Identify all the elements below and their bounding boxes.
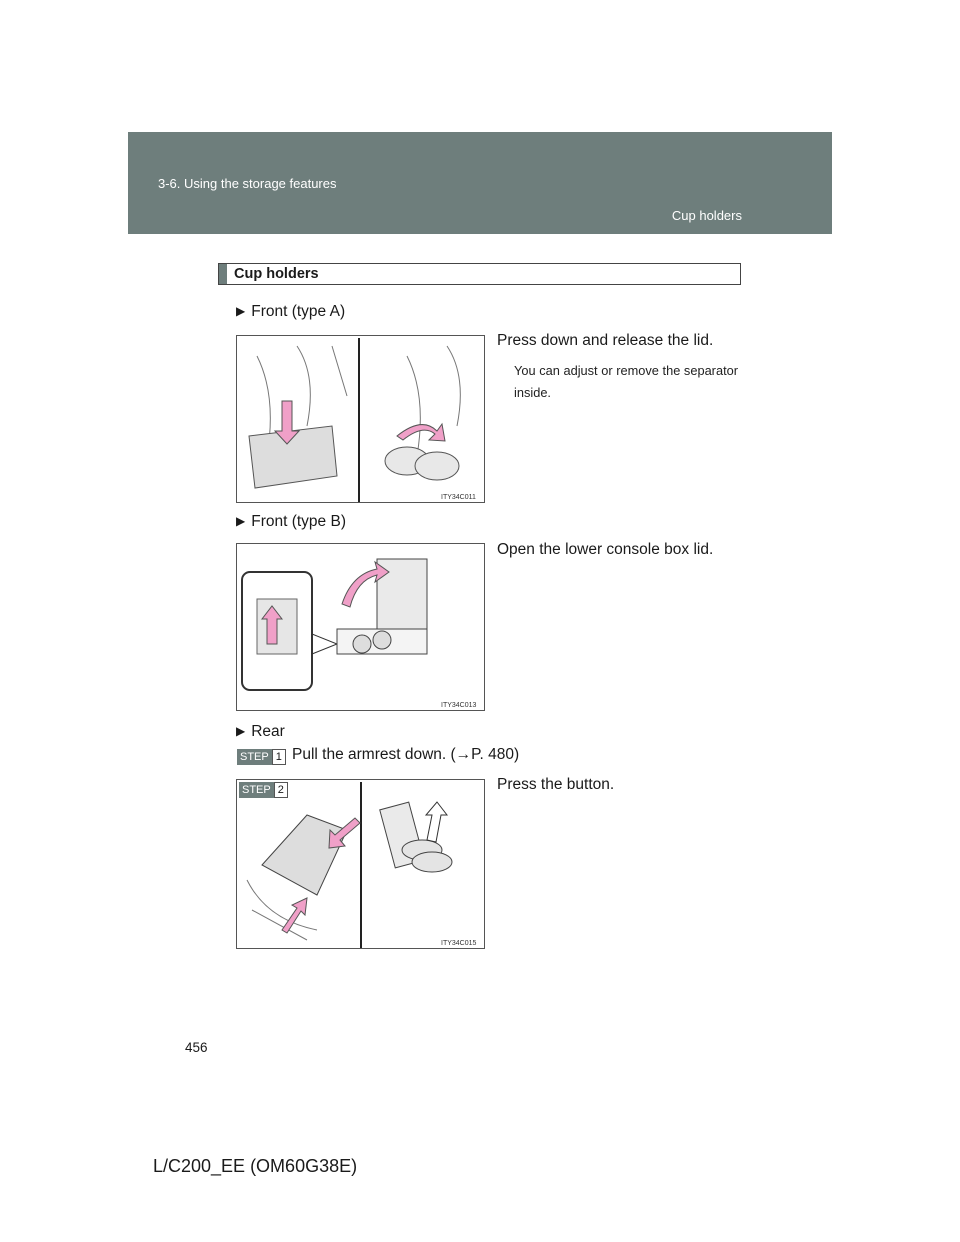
page-number: 456 [185,1040,208,1055]
lid-arrow-icon [397,424,445,441]
open-arrow-icon [426,802,447,842]
step-1-label: STEP [237,749,272,765]
step-2-text: Press the button. [497,776,615,793]
heading-accent [219,264,227,284]
triangle-bullet-icon: ▶ [236,514,246,528]
push-down-arrow-icon [329,818,360,848]
topic-title: Cup holders [671,208,742,223]
figure-rear [236,779,485,949]
bullet-front-b-label: Front (type B) [251,513,346,530]
step-1-number: 1 [272,749,286,765]
step-2-number: 2 [274,782,288,798]
armrest-illustration [237,780,486,950]
step-1-badge [237,749,286,765]
triangle-bullet-icon: ▶ [236,724,246,738]
step-1-text: Pull the armrest down. (→P. 480) [292,746,520,763]
bullet-rear-label: Rear [251,723,285,740]
figure-front-a [236,335,485,503]
bullet-front-a [236,303,345,321]
heading-text: Cup holders [234,266,319,282]
bullet-rear [236,723,285,741]
triangle-bullet-icon: ▶ [236,304,246,318]
bullet-front-a-label: Front (type A) [251,303,346,320]
instruction-front-b: Open the lower console box lid. [497,541,714,558]
page-header [128,132,832,234]
step-2-badge [239,782,288,798]
figure-code-rear: ITY34C015 [441,940,477,947]
console-illustration-a [237,336,486,504]
figure-front-b [236,543,485,711]
button-arrow-icon [282,898,307,933]
step-2-label: STEP [239,782,274,798]
section-heading [218,263,741,285]
bullet-front-b [236,513,346,531]
note-front-a: You can adjust or remove the separator inside. [514,363,738,400]
figure-code-a: ITY34C011 [441,494,476,501]
console-illustration-b [237,544,486,712]
footer-code: L/C200_EE (OM60G38E) [153,1156,358,1176]
instruction-front-a: Press down and release the lid. [497,332,714,349]
figure-code-b: ITY34C013 [441,702,477,709]
section-title: 3-6. Using the storage features [158,176,337,191]
